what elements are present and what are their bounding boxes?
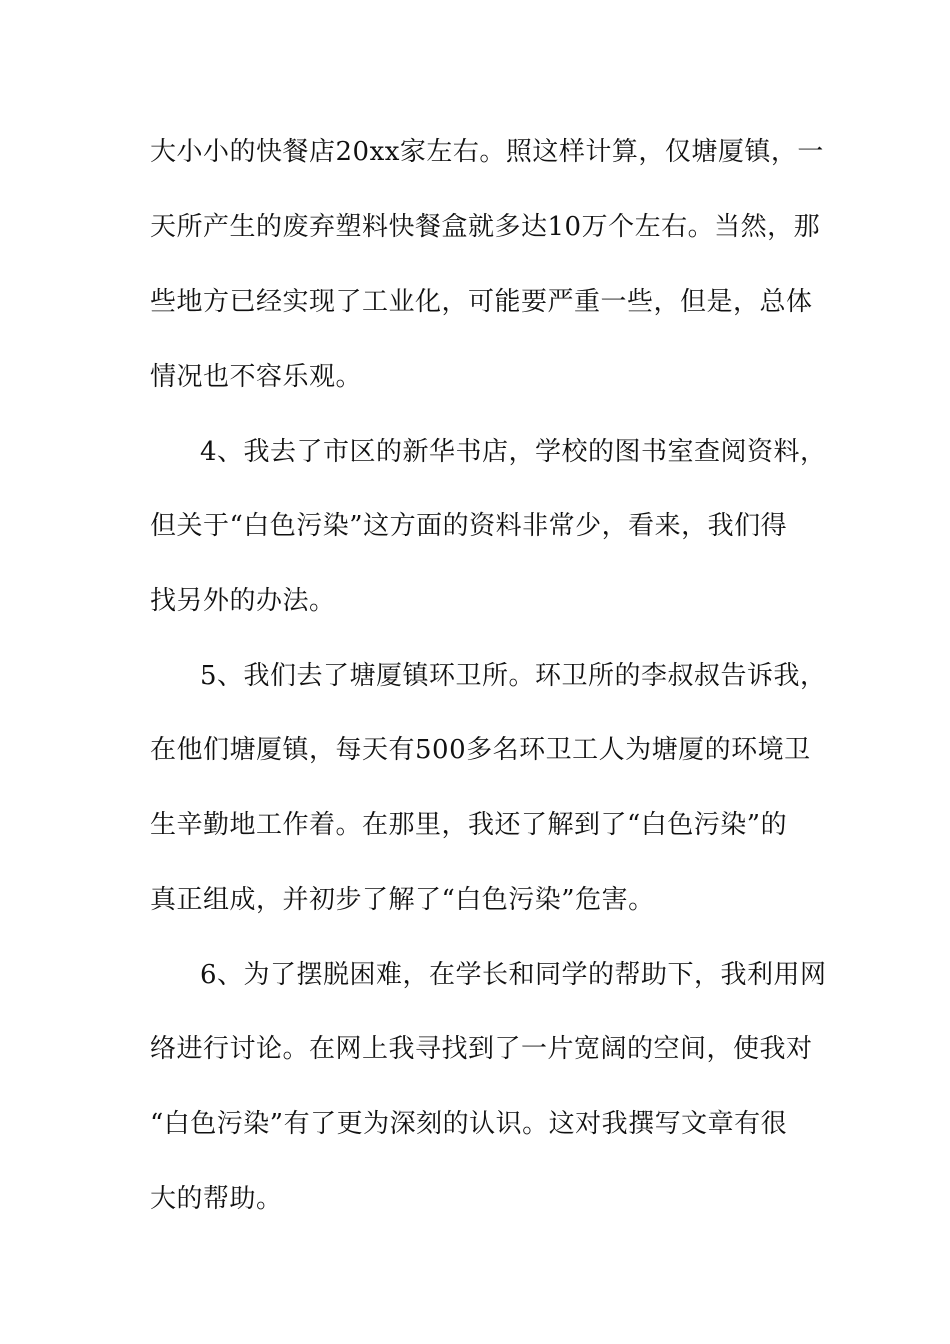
- text-line: 生辛勤地工作着。在那里，我还了解到了“白色污染”的: [150, 810, 788, 840]
- text-line: 络进行讨论。在网上我寻找到了一片宽阔的空间，使我对: [150, 1034, 813, 1064]
- text-line: “白色污染”有了更为深刻的认识。这对我撰写文章有很: [150, 1109, 788, 1139]
- text-line: 在他们塘厦镇，每天有500多名环卫工人为塘厦的环境卫: [150, 735, 811, 765]
- paragraph-6-start: 6、为了摆脱困难，在学长和同学的帮助下，我利用网: [200, 960, 827, 990]
- text-line: 大小小的快餐店20xx家左右。照这样计算，仅塘厦镇，一: [150, 137, 824, 167]
- paragraph-4-start: 4、我去了市区的新华书店，学校的图书室查阅资料，: [200, 437, 827, 467]
- text-line: 找另外的办法。: [150, 586, 336, 616]
- text-line: 天所产生的废弃塑料快餐盒就多达10万个左右。当然，那: [150, 212, 821, 242]
- text-line: 些地方已经实现了工业化，可能要严重一些，但是，总体: [150, 287, 813, 317]
- text-line: 真正组成，并初步了解了“白色污染”危害。: [150, 885, 655, 915]
- text-line: 情况也不容乐观。: [150, 362, 363, 392]
- text-line: 但关于“白色污染”这方面的资料非常少，看来，我们得: [150, 511, 788, 541]
- paragraph-5-start: 5、我们去了塘厦镇环卫所。环卫所的李叔叔告诉我，: [200, 661, 827, 691]
- text-line: 大的帮助。: [150, 1184, 283, 1214]
